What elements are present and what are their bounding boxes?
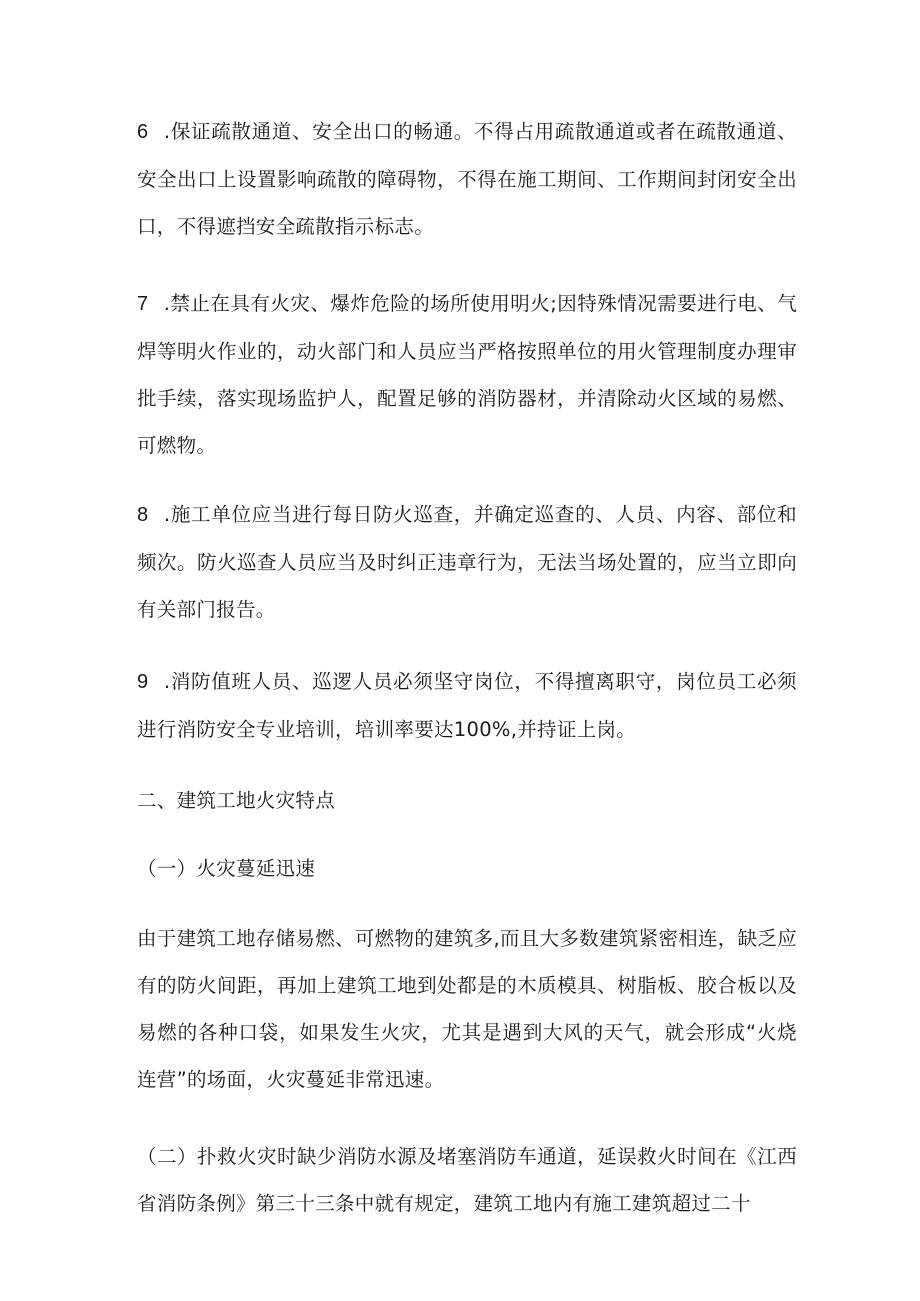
body-paragraph: 由于建筑工地存储易燃、可燃物的建筑多,而且大多数建筑紧密相连，缺乏应有的防火间距，再加上建筑工地到处都是的木质模具、树脂板、胶合板以及易燃的各种口袋，如果发生火灾，尤其是遇到大风的天气，就会形成“火烧连营”的场面，火灾蔓延非常迅速。 bbox=[137, 927, 797, 1091]
item-text: .保证疏散通道、安全出口的畅通。不得占用疏散通道或者在疏散通道、安全出口上设置影响疏散的障碍物，不得在施工期间、工作期间封闭安全出口，不得遮挡安全疏散指示标志。 bbox=[137, 120, 797, 238]
list-item-7 bbox=[137, 280, 797, 469]
item-text: .施工单位应当进行每日防火巡查，并确定巡查的、人员、内容、部位和频次。防火巡查人员应当及时纠正违章行为，无法当场处置的，应当立即向有关部门报告。 bbox=[137, 503, 797, 621]
item-number: 9 bbox=[137, 671, 149, 693]
list-item-9 bbox=[137, 658, 797, 753]
subheading-fire-spread: （一）火灾蔓延迅速 bbox=[137, 857, 316, 880]
item-number: 6 bbox=[137, 121, 149, 143]
item-number: 7 bbox=[137, 293, 149, 315]
body-paragraph-water-source: （二）扑救火灾时缺少消防水源及堵塞消防车通道，延误救火时间在《江西省消防条例》第三十三条中就有规定，建筑工地内有施工建筑超过二十 bbox=[137, 1145, 797, 1215]
item-text: .禁止在具有火灾、爆炸危险的场所使用明火;因特殊情况需要进行电、气焊等明火作业的，动火部门和人员应当严格按照单位的用火管理制度办理审批手续，落实现场监护人，配置足够的消防器材，并清除动火区域的易燃、可燃物。 bbox=[137, 292, 797, 457]
item-number: 8 bbox=[137, 504, 149, 526]
list-item-8 bbox=[137, 491, 797, 633]
list-item-6 bbox=[137, 108, 797, 250]
section-heading: 二、建筑工地火灾特点 bbox=[137, 789, 336, 812]
item-text: .消防值班人员、巡逻人员必须坚守岗位，不得擅离职守，岗位员工必须进行消防安全专业培训，培训率要达100%,并持证上岗。 bbox=[137, 670, 797, 741]
